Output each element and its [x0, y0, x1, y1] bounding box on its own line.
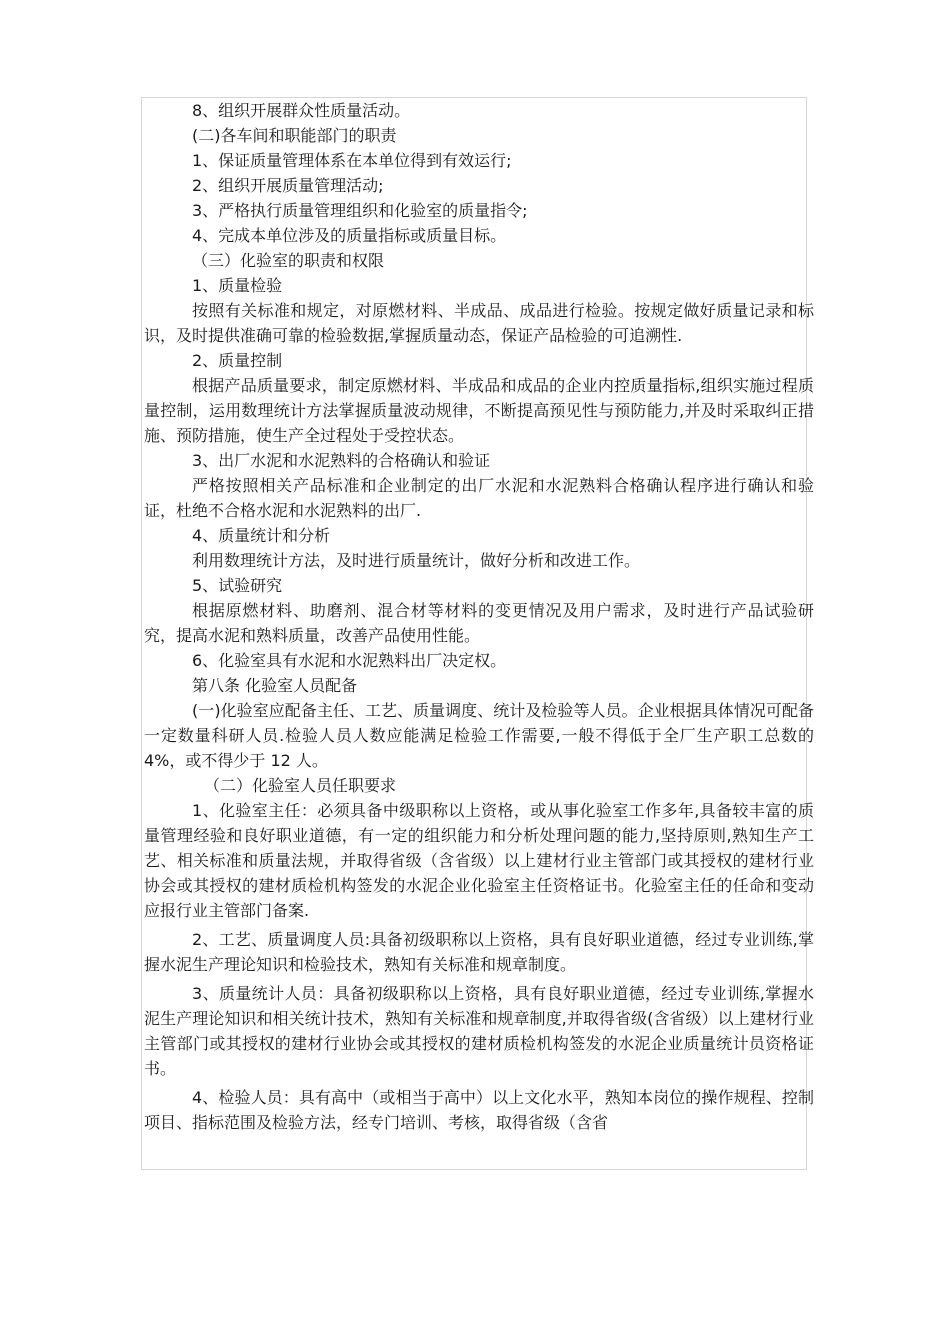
list-item: 2、组织开展质量管理活动; — [192, 176, 384, 195]
paragraph: (一)化验室应配备主任、工艺、质量调度、统计及检验等人员。企业根据具体情况可配备一定数量科研人员.检验人员人数应能满足检验工作需要,一般不得低于全厂生产职工总数的 4%，或不得少于 12 人。 — [144, 701, 814, 770]
paragraph: 利用数理统计方法，及时进行质量统计，做好分析和改进工作。 — [192, 551, 641, 570]
paragraph: 2、工艺、质量调度人员:具备初级职称以上资格，具有良好职业道德，经过专业训练,掌握水泥生产理论知识和检验技术，熟知有关标准和规章制度。 — [144, 930, 814, 974]
list-item: 8、组织开展群众性质量活动。 — [192, 101, 411, 120]
document-body — [144, 98, 814, 1135]
paragraph: 3、质量统计人员：具备初级职称以上资格，具有良好职业道德，经过专业训练,掌握水泥生产理论知识和相关统计技术，熟知有关标准和规章制度,并取得省级(含省级）以上建材行业主管部门或其授权的建材行业协会或其授权的建材质检机构签发的水泥企业质量统计员资格证书。 — [144, 984, 814, 1078]
paragraph: 4、检验人员：具有高中（或相当于高中）以上文化水平，熟知本岗位的操作规程、控制项目、指标范围及检验方法，经专门培训、考核，取得省级（含省 — [144, 1088, 814, 1132]
subsection-heading: 3、出厂水泥和水泥熟料的合格确认和验证 — [192, 451, 491, 470]
list-item: 6、化验室具有水泥和水泥熟料出厂决定权。 — [192, 651, 507, 670]
list-item: 4、完成本单位涉及的质量指标或质量目标。 — [192, 226, 507, 245]
subsection-heading: 2、质量控制 — [192, 351, 283, 370]
subsection-heading: 1、质量检验 — [192, 276, 283, 295]
section-heading: (二)各车间和职能部门的职责 — [192, 126, 397, 145]
section-heading: （二）化验室人员任职要求 — [204, 776, 397, 795]
paragraph: 根据产品质量要求，制定原燃材料、半成品和成品的企业内控质量指标,组织实施过程质量控制，运用数理统计方法掌握质量波动规律，不断提高预见性与预防能力,并及时采取纠正措施、预防措施，使生产全过程处于受控状态。 — [144, 376, 814, 445]
subsection-heading: 4、质量统计和分析 — [192, 526, 331, 545]
paragraph: 1、化验室主任：必须具备中级职称以上资格，或从事化验室工作多年,具备较丰富的质量管理经验和良好职业道德，有一定的组织能力和分析处理问题的能力,坚持原则,熟知生产工艺、相关标准和质量法规，并取得省级（含省级）以上建材行业主管部门或其授权的建材行业协会或其授权的建材质检机构签发的水泥企业化验室主任资格证书。化验室主任的任命和变动应报行业主管部门备案. — [144, 801, 814, 920]
paragraph: 按照有关标准和规定，对原燃材料、半成品、成品进行检验。按规定做好质量记录和标识，及时提供准确可靠的检验数据,掌握质量动态，保证产品检验的可追溯性. — [144, 301, 814, 345]
paragraph: 严格按照相关产品标准和企业制定的出厂水泥和水泥熟料合格确认程序进行确认和验证，杜绝不合格水泥和水泥熟料的出厂. — [144, 476, 814, 520]
subsection-heading: 5、试验研究 — [192, 576, 283, 595]
list-item: 1、保证质量管理体系在本单位得到有效运行; — [192, 151, 512, 170]
paragraph: 根据原燃材料、助磨剂、混合材等材料的变更情况及用户需求，及时进行产品试验研究，提高水泥和熟料质量，改善产品使用性能。 — [144, 601, 814, 645]
section-heading: （三）化验室的职责和权限 — [192, 251, 385, 270]
list-item: 3、严格执行质量管理组织和化验室的质量指令; — [192, 201, 528, 220]
article-heading: 第八条 化验室人员配备 — [192, 676, 358, 695]
